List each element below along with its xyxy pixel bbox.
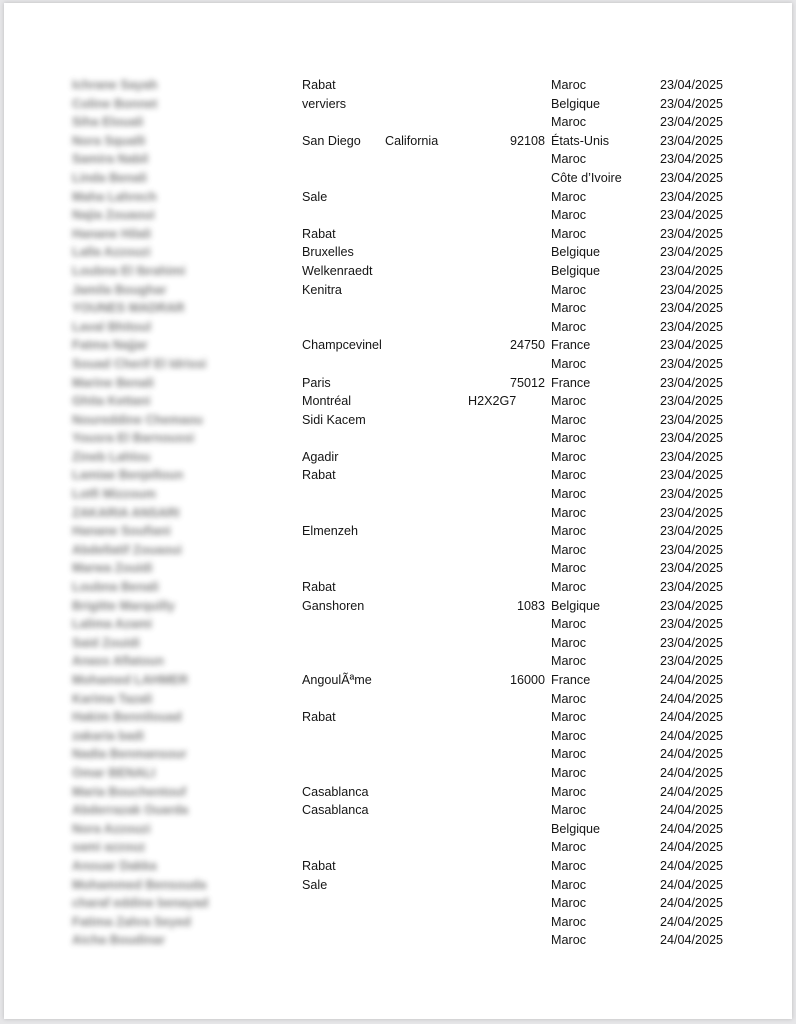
table-row	[4, 206, 792, 225]
country-cell: France	[551, 673, 591, 687]
country-cell: Maroc	[551, 691, 586, 706]
name-cell: Loubna El Ibrahimi	[72, 263, 186, 278]
table-row	[4, 76, 792, 95]
table-row	[4, 299, 792, 318]
city-cell: AngoulÃªme	[302, 673, 372, 687]
table-row	[4, 504, 792, 523]
table-row	[4, 597, 792, 616]
date-cell: 24/04/2025	[659, 728, 723, 743]
name-cell: Jamila Boughar	[72, 282, 167, 297]
date-cell: 23/04/2025	[659, 189, 723, 204]
country-cell: Maroc	[551, 319, 586, 334]
country-cell: Maroc	[551, 505, 586, 520]
city-cell: Ganshoren	[302, 598, 365, 613]
table-row	[4, 634, 792, 653]
name-cell: Maha Lahrech	[72, 189, 157, 204]
date-cell: 23/04/2025	[659, 468, 723, 483]
name-cell: Nora Squalli	[72, 133, 146, 148]
name-cell: Anass Aflatoun	[72, 654, 164, 669]
table-row	[4, 169, 792, 188]
date-cell: 23/04/2025	[659, 282, 723, 297]
name-cell: Lalla Azzouzi	[72, 245, 151, 260]
name-cell: Maria Bouchentouf	[72, 784, 187, 799]
table-row	[4, 448, 792, 467]
name-cell: Marwa Zouidi	[72, 561, 153, 576]
city-cell: Sale	[302, 877, 328, 892]
name-cell: Marine Benali	[72, 375, 154, 390]
date-cell: 23/04/2025	[659, 542, 723, 557]
country-cell: Maroc	[551, 840, 586, 855]
name-cell: Said Zouidi	[72, 635, 140, 650]
table-row	[4, 783, 792, 802]
country-cell: Maroc	[551, 412, 586, 427]
name-cell: Najia Zouaoui	[72, 208, 155, 223]
document-page	[4, 3, 792, 1019]
date-cell: 23/04/2025	[659, 375, 723, 390]
name-cell: Lamiae Benjelloun	[72, 468, 184, 483]
table-row	[4, 652, 792, 671]
name-cell: Lotfi Mizzoum	[72, 487, 156, 502]
country-cell: Maroc	[551, 189, 586, 204]
table-row	[4, 764, 792, 783]
country-cell: Maroc	[551, 635, 586, 650]
name-cell: Hanane Soufiani	[72, 524, 171, 539]
table-row	[4, 727, 792, 746]
table-row	[4, 243, 792, 262]
date-cell: 23/04/2025	[659, 78, 723, 92]
country-cell: Maroc	[551, 710, 586, 725]
table-row	[4, 188, 792, 207]
table-row	[4, 578, 792, 597]
date-cell: 24/04/2025	[659, 673, 723, 687]
date-cell: 24/04/2025	[659, 821, 723, 836]
date-cell: 23/04/2025	[659, 226, 723, 241]
date-cell: 23/04/2025	[659, 356, 723, 371]
date-cell: 24/04/2025	[659, 840, 723, 855]
country-cell: Maroc	[551, 487, 586, 502]
date-cell: 24/04/2025	[659, 803, 723, 818]
country-cell: Maroc	[551, 747, 586, 762]
table-row	[4, 95, 792, 114]
table-row	[4, 336, 792, 355]
name-cell: Souad Cherif El Idrissi	[72, 356, 207, 371]
city-cell: Rabat	[302, 580, 336, 595]
name-cell: ZAKARIA ANSARI	[72, 505, 180, 520]
table-row	[4, 690, 792, 709]
date-cell: 24/04/2025	[659, 784, 723, 799]
country-cell: Maroc	[551, 914, 586, 929]
table-row	[4, 485, 792, 504]
table-row	[4, 355, 792, 374]
city-cell: verviers	[302, 96, 347, 111]
date-cell: 23/04/2025	[659, 319, 723, 334]
date-cell: 23/04/2025	[659, 338, 723, 353]
name-cell: Coline Bonnet	[72, 96, 158, 111]
city-cell: Sidi Kacem	[302, 412, 366, 427]
name-cell: Fatma Najjar	[72, 338, 148, 353]
zip-cell: H2X2G7	[468, 394, 517, 409]
table-row	[4, 262, 792, 281]
name-cell: Mohammed Bensouda	[72, 877, 207, 892]
date-cell: 23/04/2025	[659, 505, 723, 520]
city-cell: Rabat	[302, 858, 336, 873]
country-cell: France	[551, 338, 591, 353]
table-row	[4, 429, 792, 448]
city-cell: Kenitra	[302, 282, 342, 297]
table-row	[4, 931, 792, 950]
name-cell: Yousra El Barnoussi	[72, 431, 195, 446]
country-cell: Maroc	[551, 282, 586, 297]
name-cell: Samira Nabil	[72, 152, 149, 167]
country-cell: Côte d’Ivoire	[551, 170, 622, 185]
date-cell: 24/04/2025	[659, 691, 723, 706]
region-cell: California	[385, 133, 439, 148]
city-cell: Rabat	[302, 78, 336, 92]
table-row	[4, 559, 792, 578]
city-cell: Welkenraedt	[302, 263, 373, 278]
date-cell: 23/04/2025	[659, 263, 723, 278]
zip-cell: 75012	[509, 375, 545, 390]
table-row	[4, 615, 792, 634]
name-cell: Loubna Benali	[72, 580, 159, 595]
city-cell: San Diego	[302, 133, 361, 148]
date-cell: 24/04/2025	[659, 914, 723, 929]
name-cell: Nadia Benmansour	[72, 747, 187, 762]
table-row	[4, 541, 792, 560]
date-cell: 23/04/2025	[659, 431, 723, 446]
name-cell: Hanane Hilali	[72, 226, 152, 241]
city-cell: Rabat	[302, 226, 336, 241]
country-cell: Maroc	[551, 152, 586, 167]
table-row	[4, 150, 792, 169]
date-cell: 24/04/2025	[659, 747, 723, 762]
date-cell: 23/04/2025	[659, 654, 723, 669]
table-row	[4, 113, 792, 132]
country-cell: Belgique	[551, 96, 601, 111]
country-cell: Maroc	[551, 803, 586, 818]
name-cell: YOUNES MADRAR	[72, 301, 185, 316]
country-cell: Belgique	[551, 821, 601, 836]
date-cell: 23/04/2025	[659, 524, 723, 539]
date-cell: 24/04/2025	[659, 896, 723, 911]
table-row	[4, 913, 792, 932]
country-cell: Maroc	[551, 877, 586, 892]
name-cell: zakaria badi	[72, 728, 145, 743]
date-cell: 24/04/2025	[659, 877, 723, 892]
table-row	[4, 876, 792, 895]
country-cell: États-Unis	[551, 133, 610, 148]
country-cell: Maroc	[551, 561, 586, 576]
city-cell: Agadir	[302, 449, 339, 464]
name-cell: Zineb Lahlou	[72, 449, 151, 464]
table-row	[4, 801, 792, 820]
country-cell: Maroc	[551, 784, 586, 799]
country-cell: Maroc	[551, 115, 586, 130]
date-cell: 24/04/2025	[659, 933, 723, 948]
table-row	[4, 838, 792, 857]
zip-cell: 92108	[509, 133, 545, 148]
name-cell: Mohamed LAHMER	[72, 673, 189, 687]
country-cell: Belgique	[551, 598, 601, 613]
name-cell: Laval Bhitoul	[72, 319, 152, 334]
country-cell: Maroc	[551, 449, 586, 464]
date-cell: 24/04/2025	[659, 765, 723, 780]
table-row	[4, 392, 792, 411]
date-cell: 23/04/2025	[659, 115, 723, 130]
country-cell: Maroc	[551, 933, 586, 948]
city-cell: Rabat	[302, 710, 336, 725]
name-cell: Lalima Azami	[72, 617, 153, 632]
table-row	[4, 522, 792, 541]
date-cell: 23/04/2025	[659, 301, 723, 316]
country-cell: Maroc	[551, 765, 586, 780]
zip-cell: 1083	[516, 598, 545, 613]
date-cell: 23/04/2025	[659, 152, 723, 167]
country-cell: Belgique	[551, 263, 601, 278]
city-cell: Rabat	[302, 468, 336, 483]
table-row	[4, 281, 792, 300]
table-row	[4, 132, 792, 151]
country-cell: Maroc	[551, 580, 586, 595]
date-cell: 23/04/2025	[659, 487, 723, 502]
country-cell: France	[551, 375, 591, 390]
city-cell: Elmenzeh	[302, 524, 359, 539]
date-cell: 23/04/2025	[659, 617, 723, 632]
country-cell: Maroc	[551, 542, 586, 557]
table-row	[4, 225, 792, 244]
name-cell: Linda Benali	[72, 170, 147, 185]
table-row	[4, 708, 792, 727]
name-cell: sami azzouz	[72, 840, 146, 855]
country-cell: Maroc	[551, 78, 586, 92]
date-cell: 23/04/2025	[659, 170, 723, 185]
country-cell: Maroc	[551, 728, 586, 743]
table-row	[4, 894, 792, 913]
name-cell: Hakim Bennilouad	[72, 710, 182, 725]
table-row	[4, 374, 792, 393]
name-cell: charaf eddine benayad	[72, 896, 209, 911]
table-row	[4, 857, 792, 876]
table-row	[4, 318, 792, 337]
table-row	[4, 411, 792, 430]
city-cell: Sale	[302, 189, 328, 204]
date-cell: 23/04/2025	[659, 208, 723, 223]
country-cell: Maroc	[551, 208, 586, 223]
country-cell: Maroc	[551, 301, 586, 316]
date-cell: 23/04/2025	[659, 598, 723, 613]
zip-cell: 24750	[509, 338, 545, 353]
country-cell: Maroc	[551, 356, 586, 371]
name-cell: Abdellatif Zouaoui	[72, 542, 182, 557]
country-cell: Maroc	[551, 524, 586, 539]
name-cell: Noureddine Chemaou	[72, 412, 203, 427]
country-cell: Maroc	[551, 617, 586, 632]
country-cell: Maroc	[551, 468, 586, 483]
city-cell: Casablanca	[302, 784, 369, 799]
name-cell: Abderrazak Ouarda	[72, 803, 189, 818]
country-cell: Maroc	[551, 858, 586, 873]
city-cell: Casablanca	[302, 803, 369, 818]
date-cell: 23/04/2025	[659, 580, 723, 595]
city-cell: Paris	[302, 375, 331, 390]
zip-cell: 16000	[509, 673, 545, 687]
name-cell: Fatima Zahra Seyed	[72, 914, 191, 929]
date-cell: 23/04/2025	[659, 96, 723, 111]
country-cell: Maroc	[551, 431, 586, 446]
table-row	[4, 820, 792, 839]
date-cell: 24/04/2025	[659, 710, 723, 725]
date-cell: 23/04/2025	[659, 561, 723, 576]
city-cell: Champcevinel	[302, 338, 382, 353]
city-cell: Bruxelles	[302, 245, 354, 260]
country-cell: Belgique	[551, 245, 601, 260]
date-cell: 23/04/2025	[659, 245, 723, 260]
date-cell: 23/04/2025	[659, 412, 723, 427]
country-cell: Maroc	[551, 654, 586, 669]
country-cell: Maroc	[551, 394, 586, 409]
country-cell: Maroc	[551, 896, 586, 911]
name-cell: Omar BENALI	[72, 765, 156, 780]
table-row	[4, 745, 792, 764]
date-cell: 24/04/2025	[659, 858, 723, 873]
name-cell: Nora Azzouzi	[72, 821, 151, 836]
table-row	[4, 466, 792, 485]
date-cell: 23/04/2025	[659, 394, 723, 409]
name-cell: Aicha Boudinar	[72, 933, 166, 948]
name-cell: Anouar Dakka	[72, 858, 157, 873]
date-cell: 23/04/2025	[659, 133, 723, 148]
name-cell: Ichrane Sayah	[72, 78, 158, 92]
country-cell: Maroc	[551, 226, 586, 241]
name-cell: Karima Tazali	[72, 691, 153, 706]
name-cell: Brigitte Marquilly	[72, 598, 175, 613]
date-cell: 23/04/2025	[659, 635, 723, 650]
date-cell: 23/04/2025	[659, 449, 723, 464]
table-row	[4, 671, 792, 690]
name-cell: Siha Elouali	[72, 115, 144, 130]
city-cell: Montréal	[302, 394, 351, 409]
name-cell: Ghita Kettani	[72, 394, 151, 409]
data-table	[4, 76, 792, 950]
